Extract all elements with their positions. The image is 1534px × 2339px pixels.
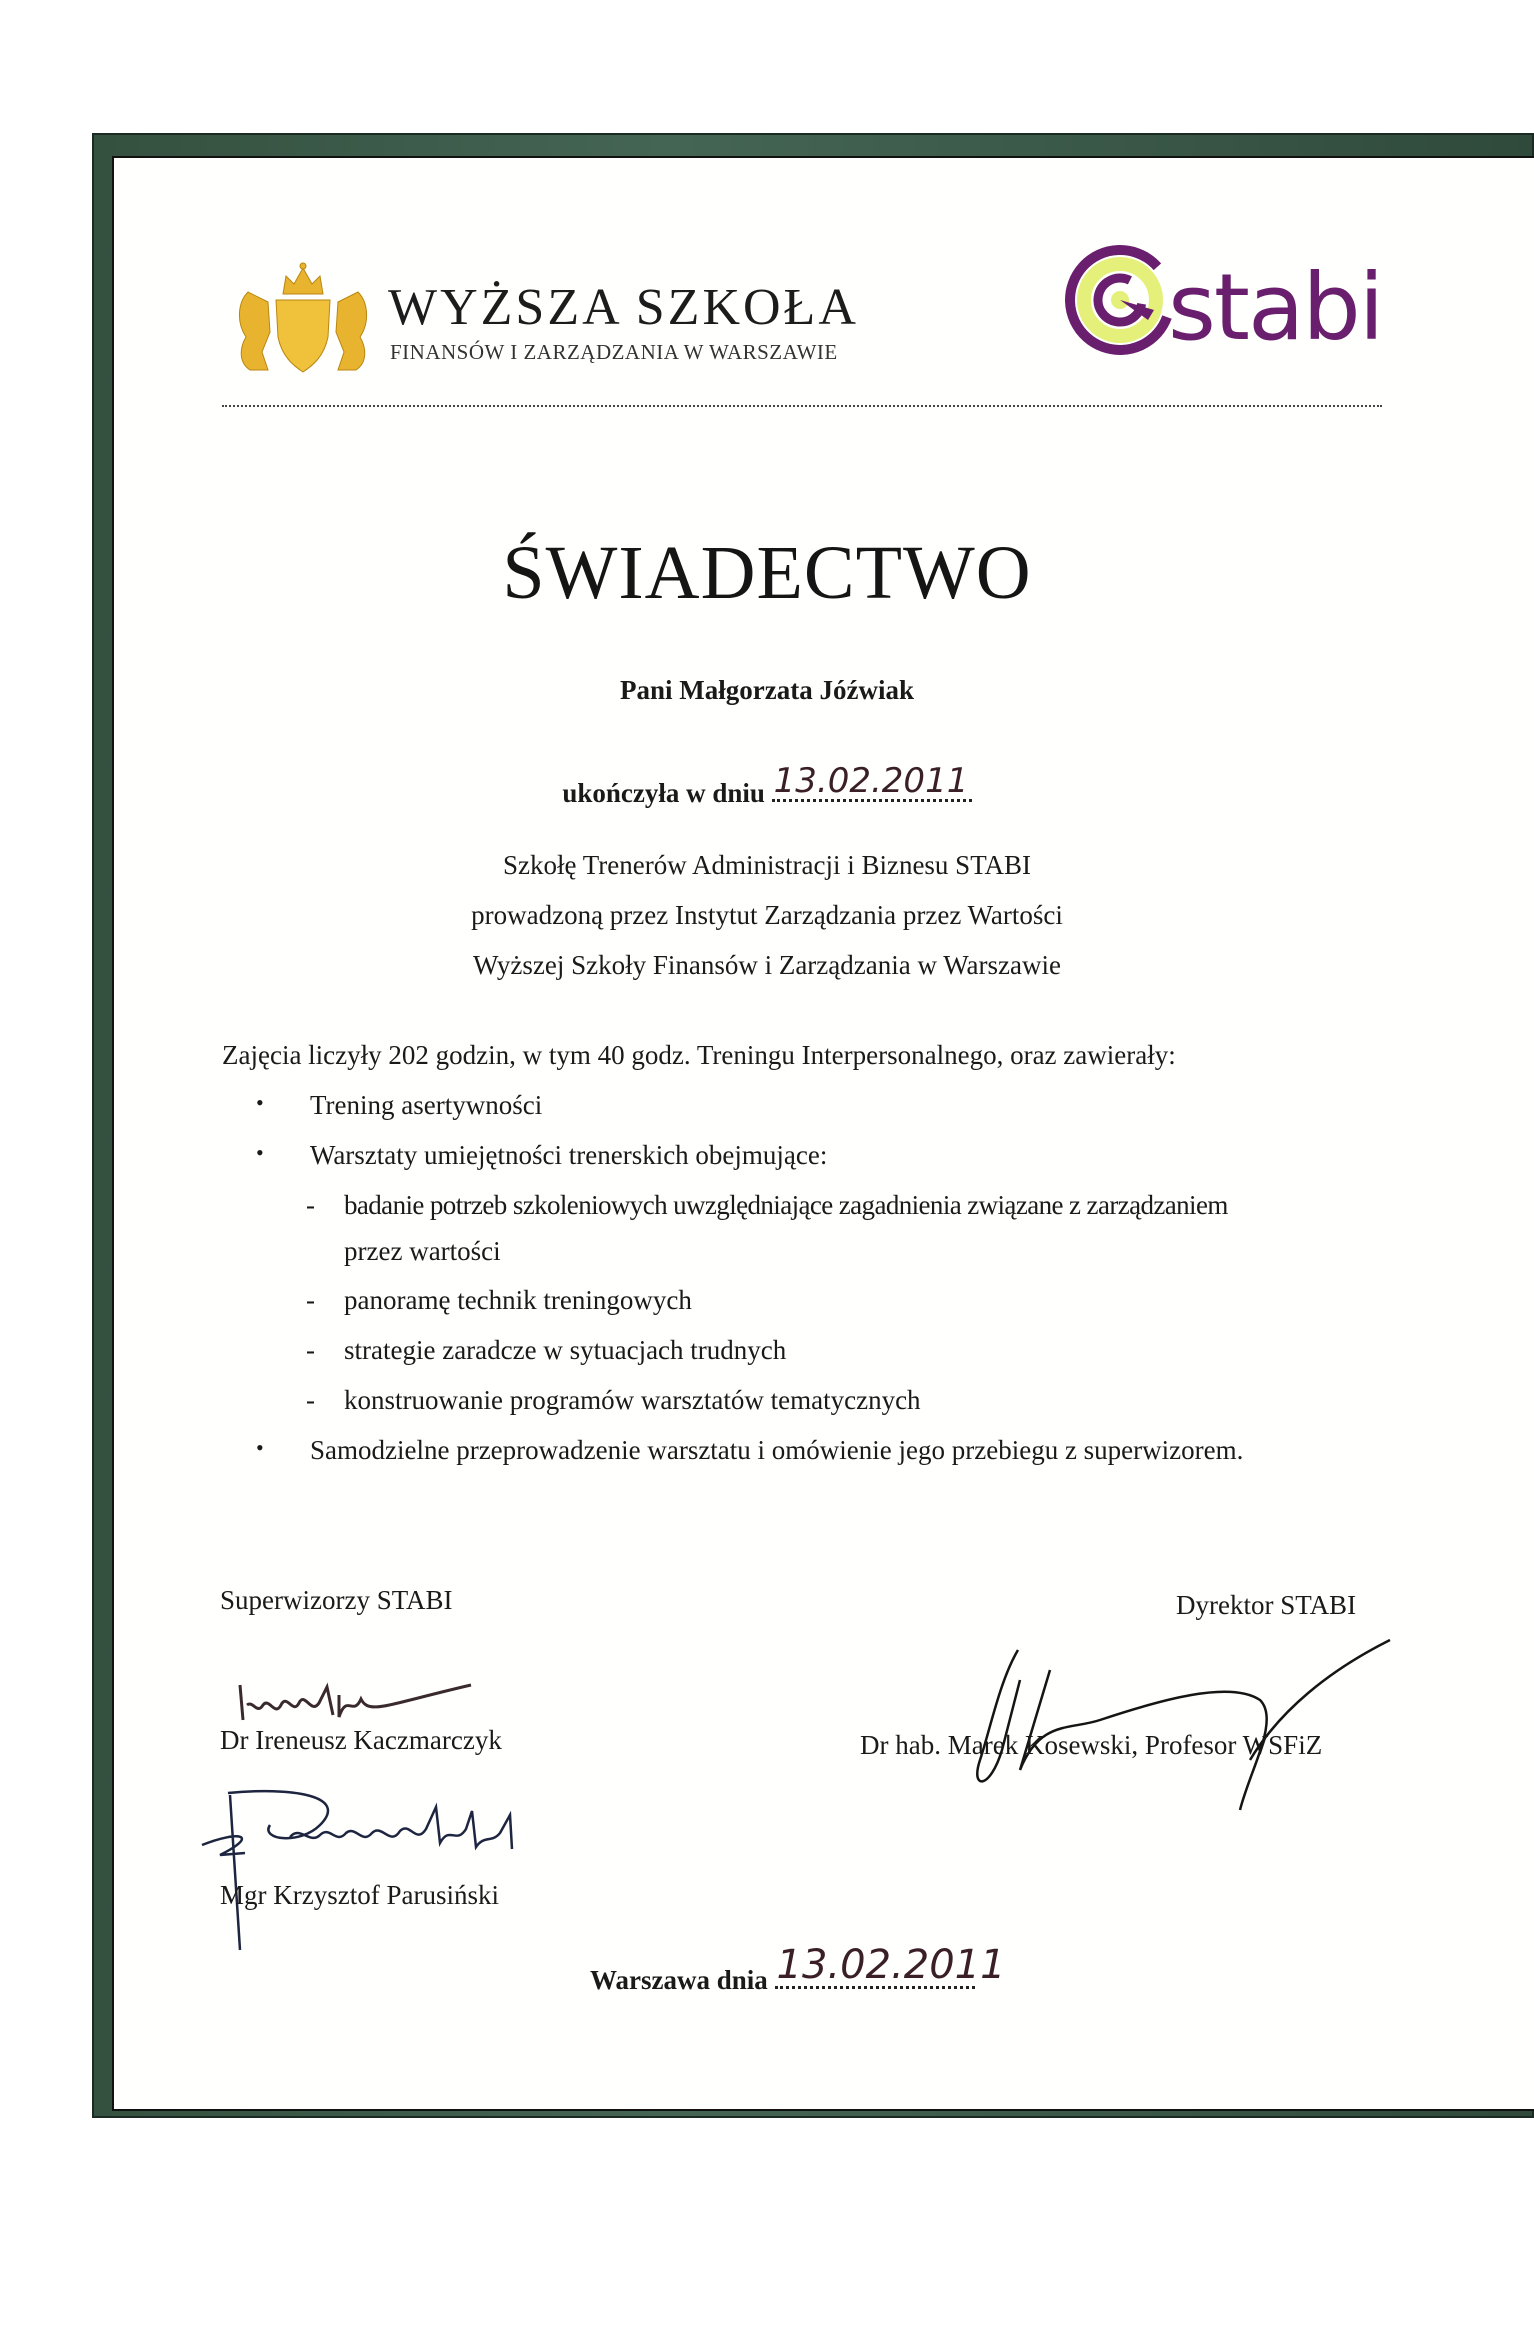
school-line-1: Szkołę Trenerów Administracji i Biznesu STABI (502, 850, 1032, 880)
certificate-paper (112, 156, 1534, 2111)
dash-icon: - (306, 1285, 315, 1315)
sub-list-item-text: badanie potrzeb szkoleniowych uwzględniające zagadnienia związane z zarządzaniem (344, 1190, 1228, 1220)
sub-list-item-text: konstruowanie programów warsztatów tematycznych (344, 1385, 921, 1415)
list-item (258, 1140, 827, 1171)
director-name: Dr hab. Marek Kosewski, Profesor WSFiZ (860, 1730, 1323, 1760)
sub-list-item-continuation (308, 1236, 501, 1267)
place-date-field (775, 1942, 1006, 1989)
sub-list-item (308, 1335, 786, 1366)
dash-icon: - (306, 1385, 315, 1415)
stabi-logo-text: stabi (1168, 254, 1383, 361)
dash-icon: - (306, 1190, 315, 1220)
bullet-icon: • (256, 1090, 264, 1115)
hours-paragraph: Zajęcia liczyły 202 godzin, w tym 40 godz. Treningu Interpersonalnego, oraz zawierały: (222, 1040, 1176, 1070)
completion-line (0, 761, 1534, 809)
school-name-title: WYŻSZA SZKOŁA (388, 279, 859, 336)
school-crest-icon (228, 262, 378, 374)
supervisors-label: Superwizorzy STABI (220, 1585, 453, 1615)
sub-list-item-text: przez wartości (344, 1236, 501, 1266)
list-item-text: Samodzielne przeprowadzenie warsztatu i omówienie jego przebiegu z superwizorem. (310, 1435, 1244, 1465)
list-item (258, 1435, 1243, 1466)
sub-list-item (308, 1190, 1228, 1221)
supervisor-1-name: Dr Ireneusz Kaczmarczyk (220, 1725, 502, 1755)
completion-date-handwritten: 13.02.2011 (773, 761, 969, 801)
sub-list-item-text: panoramę technik treningowych (344, 1285, 692, 1315)
certificate-title: ŚWIADECTWO (502, 531, 1032, 615)
recipient-name: Pani Małgorzata Jóźwiak (620, 675, 914, 705)
sub-list-item-text: strategie zaradcze w sytuacjach trudnych (344, 1335, 787, 1365)
completion-date-field (772, 761, 972, 802)
completion-label: ukończyła w dniu (562, 778, 765, 808)
sub-list-item (308, 1285, 692, 1316)
bullet-icon: • (256, 1435, 264, 1460)
list-item-text: Warsztaty umiejętności trenerskich obejmujące: (310, 1140, 828, 1170)
supervisor-2-name: Mgr Krzysztof Parusiński (220, 1880, 499, 1910)
school-name-subtitle: FINANSÓW I ZARZĄDZANIA W WARSZAWIE (390, 340, 838, 364)
place-date-line (590, 1942, 1006, 1996)
sub-list-item (308, 1385, 921, 1416)
school-line-3: Wyższej Szkoły Finansów i Zarządzania w Warszawie (473, 950, 1061, 980)
header-divider (222, 405, 1382, 407)
bullet-icon: • (256, 1140, 264, 1165)
stabi-target-logo-icon (1062, 238, 1182, 358)
dash-icon: - (306, 1335, 315, 1365)
list-item-text: Trening asertywności (310, 1090, 543, 1120)
director-label: Dyrektor STABI (1176, 1590, 1357, 1620)
school-line-2: prowadzoną przez Instytut Zarządzania przez Wartości (471, 900, 1063, 930)
place-label: Warszawa dnia (590, 1965, 768, 1995)
place-date-handwritten: 13.02.2011 (776, 1942, 1006, 1988)
list-item (258, 1090, 542, 1121)
